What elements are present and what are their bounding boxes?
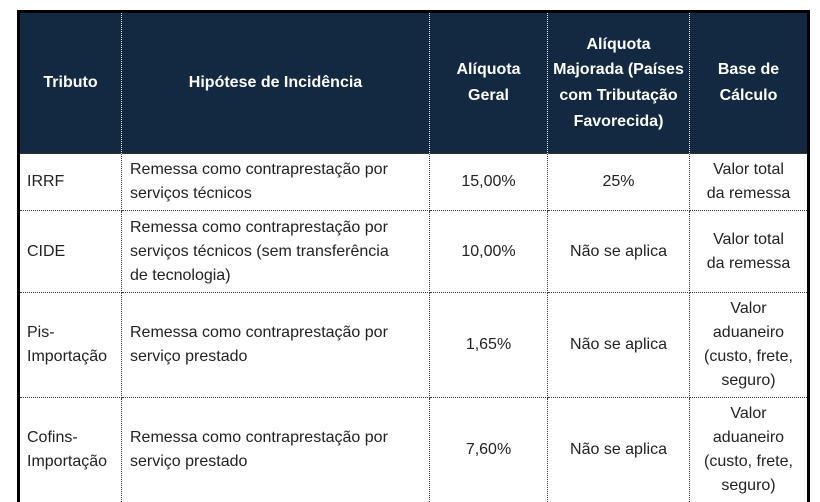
cell-tributo: Pis-Importação [19,293,122,398]
cell-hipotese: Remessa como contraprestação por serviço prestado [122,398,430,502]
cell-base-de-calculo: Valor total da remessa [690,211,809,293]
cell-aliquota-geral: 10,00% [430,211,548,293]
cell-aliquota-majorada: Não se aplica [548,398,690,502]
table-row [19,154,809,211]
cell-aliquota-majorada: Não se aplica [548,293,690,398]
table-row [19,398,809,502]
table-row [19,293,809,398]
cell-tributo: Cofins-Importação [19,398,122,502]
cell-tributo: CIDE [19,211,122,293]
column-header-tributo: Tributo [19,12,122,154]
cell-aliquota-majorada: Não se aplica [548,211,690,293]
tax-rates-table [17,10,810,502]
cell-tributo: IRRF [19,154,122,211]
cell-aliquota-geral: 15,00% [430,154,548,211]
column-header-hipotese: Hipótese de Incidência [122,12,430,154]
cell-base-de-calculo: Valor aduaneiro (custo, frete, seguro) [690,293,809,398]
cell-aliquota-geral: 7,60% [430,398,548,502]
cell-aliquota-majorada: 25% [548,154,690,211]
column-header-aliquota-majorada: Alíquota Majorada (Países com Tributação Favorecida) [548,12,690,154]
cell-aliquota-geral: 1,65% [430,293,548,398]
cell-hipotese: Remessa como contraprestação por serviço prestado [122,293,430,398]
column-header-base-de-calculo: Base de Cálculo [690,12,809,154]
cell-hipotese: Remessa como contraprestação por serviços técnicos (sem transferência de tecnologia) [122,211,430,293]
table-row [19,211,809,293]
cell-base-de-calculo: Valor total da remessa [690,154,809,211]
cell-base-de-calculo: Valor aduaneiro (custo, frete, seguro) [690,398,809,502]
cell-hipotese: Remessa como contraprestação por serviços técnicos [122,154,430,211]
column-header-aliquota-geral: Alíquota Geral [430,12,548,154]
table-header-row [19,12,809,154]
